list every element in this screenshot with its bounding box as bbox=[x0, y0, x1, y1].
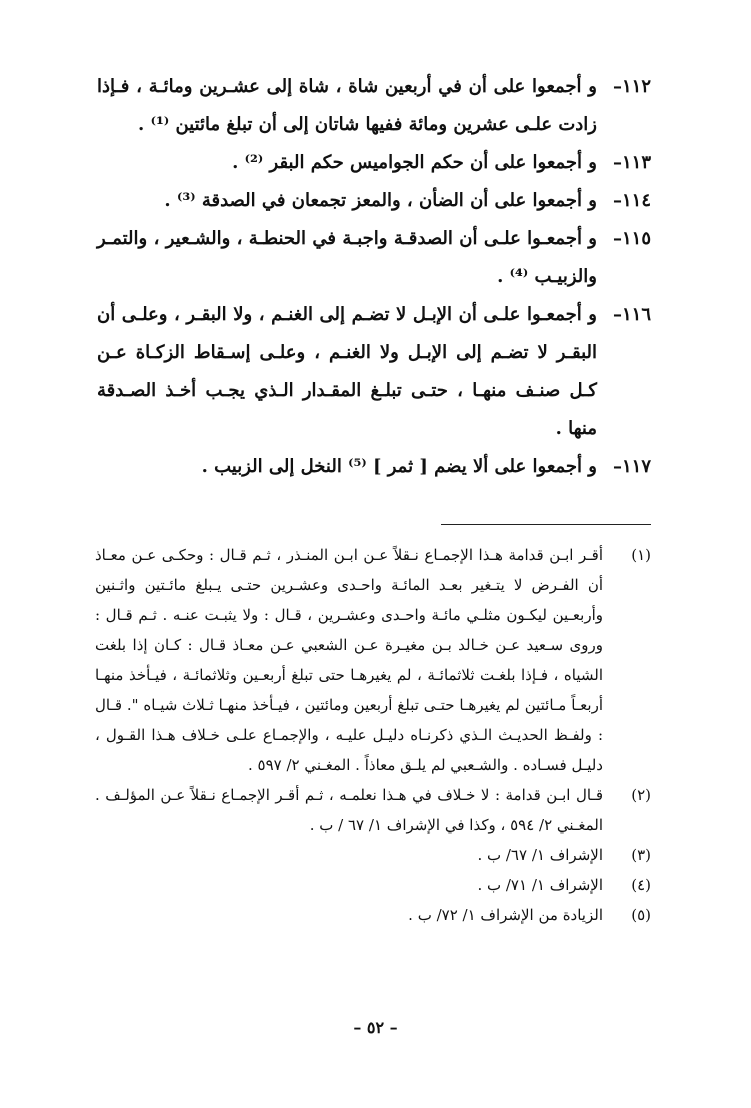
entry-number: ١١٢– bbox=[612, 76, 651, 97]
footnote-5 bbox=[95, 900, 651, 930]
footnote-4 bbox=[95, 870, 651, 900]
footnotes bbox=[95, 540, 651, 930]
entry-number: ١١٤– bbox=[612, 190, 651, 211]
entry-text: و أجمعوا على أن الضأن ، والمعز تجمعان في الصدقة ⁽³⁾ . bbox=[164, 190, 597, 211]
entry-text: و أجمعوا على أن في أربعين شاة ، شاة إلى عشـرين ومائـة ، فـإذا زادت علـى عشرين ومائة ففيها شاتان إلى أن تبلغ مائتين ⁽¹⁾ . bbox=[97, 76, 597, 135]
entry-number: ١١٣– bbox=[612, 152, 651, 173]
footnote-number: (٢) bbox=[631, 786, 651, 804]
footnote-2 bbox=[95, 780, 651, 840]
entry-114 bbox=[97, 182, 651, 220]
entry-112 bbox=[97, 68, 651, 144]
entry-text: و أجمعـوا علـى أن الصدقـة واجبـة في الحنطـة ، والشـعير ، والتمـر والزبيـب ⁽⁴⁾ . bbox=[97, 228, 597, 287]
entry-number: ١١٧– bbox=[612, 456, 651, 477]
footnote-divider bbox=[441, 524, 651, 525]
footnote-text: قـال ابـن قدامة : لا خـلاف في هـذا نعلمـه ، ثـم أقـر الإجمـاع نـقلاً عـن المؤلـف . المغـني ٢/ ٥٩٤ ، وكذا في الإشراف ١/ ٦٧ / ب . bbox=[95, 786, 603, 834]
footnote-number: (١) bbox=[631, 546, 651, 564]
footnote-number: (٤) bbox=[631, 876, 651, 894]
consensus-entries bbox=[97, 68, 651, 486]
footnote-text: الإشراف ١/ ٧١/ ب . bbox=[477, 876, 603, 894]
entry-117 bbox=[97, 448, 651, 486]
footnote-number: (٥) bbox=[631, 906, 651, 924]
footnote-text: الإشراف ١/ ٦٧/ ب . bbox=[477, 846, 603, 864]
entry-text: و أجمعـوا علـى أن الإبـل لا تضـم إلى الغنـم ، ولا البقـر ، وعلـى أن البقـر لا تضـم إلى الإبـل ولا الغنـم ، وعلـى إسـقاط الزكـاة عـن كـل صنـف منهـا ، حتـى تبلـغ المقـدار الـذي يجـب أخـذ الصـدقة منها . bbox=[97, 304, 597, 439]
footnote-3 bbox=[95, 840, 651, 870]
entry-number: ١١٥– bbox=[612, 228, 651, 249]
entry-113 bbox=[97, 144, 651, 182]
entry-116 bbox=[97, 296, 651, 448]
entry-115 bbox=[97, 220, 651, 296]
entry-text: و أجمعوا على ألا يضم [ ثمر ] ⁽⁵⁾ النخل إلى الزبيب . bbox=[201, 456, 597, 477]
page-number: – ٥٢ – bbox=[353, 1018, 398, 1037]
footnote-number: (٣) bbox=[631, 846, 651, 864]
entry-text: و أجمعوا على أن حكم الجواميس حكم البقر ⁽²⁾ . bbox=[232, 152, 597, 173]
footnote-text: أقـر ابـن قدامة هـذا الإجمـاع نـقلاً عـن ابـن المنـذر ، ثـم قـال : وحكـى عـن معـاذ أن الفـرض لا يتـغير بعـد المائـة واحـدى وعشـرين حتـى يـبلغ مائـتين واثـنين وأربعـين ليكـون مثلـي مائـة واحـدى وعشـرين ، قـال : ولا يثبـت عنـه . ثـم قـال : وروى سـعيد عـن خـالد بـن مغيـرة عـن الشعبي عـن معـاذ قـال : كـان إذا بلغت الشياه ، فـإذا بلغـت ثلاثمائـة ، لم يغيرهـا حتى تبلغ أربعـين وثلاثمائـة ، فيـأخذ منهـا أربعـاً مـائتين لم يغيرهـا حتـى تبلغ أربعين ومائتين ، فيـأخذ منهـا ثـلاث شيـاه ". قـال : ولفـظ الحديـث الـذي ذكرنـاه دليـل عليـه ، والإجمـاع علـى خـلاف هـذا القـول ، دليـل فسـاده . والشـعبي لم يلـق معاذاً . المغـني ٢/ ٥٩٧ . bbox=[95, 546, 603, 774]
footnote-1 bbox=[95, 540, 651, 780]
entry-number: ١١٦– bbox=[612, 304, 651, 325]
footnote-text: الزيادة من الإشراف ١/ ٧٢/ ب . bbox=[408, 906, 603, 924]
